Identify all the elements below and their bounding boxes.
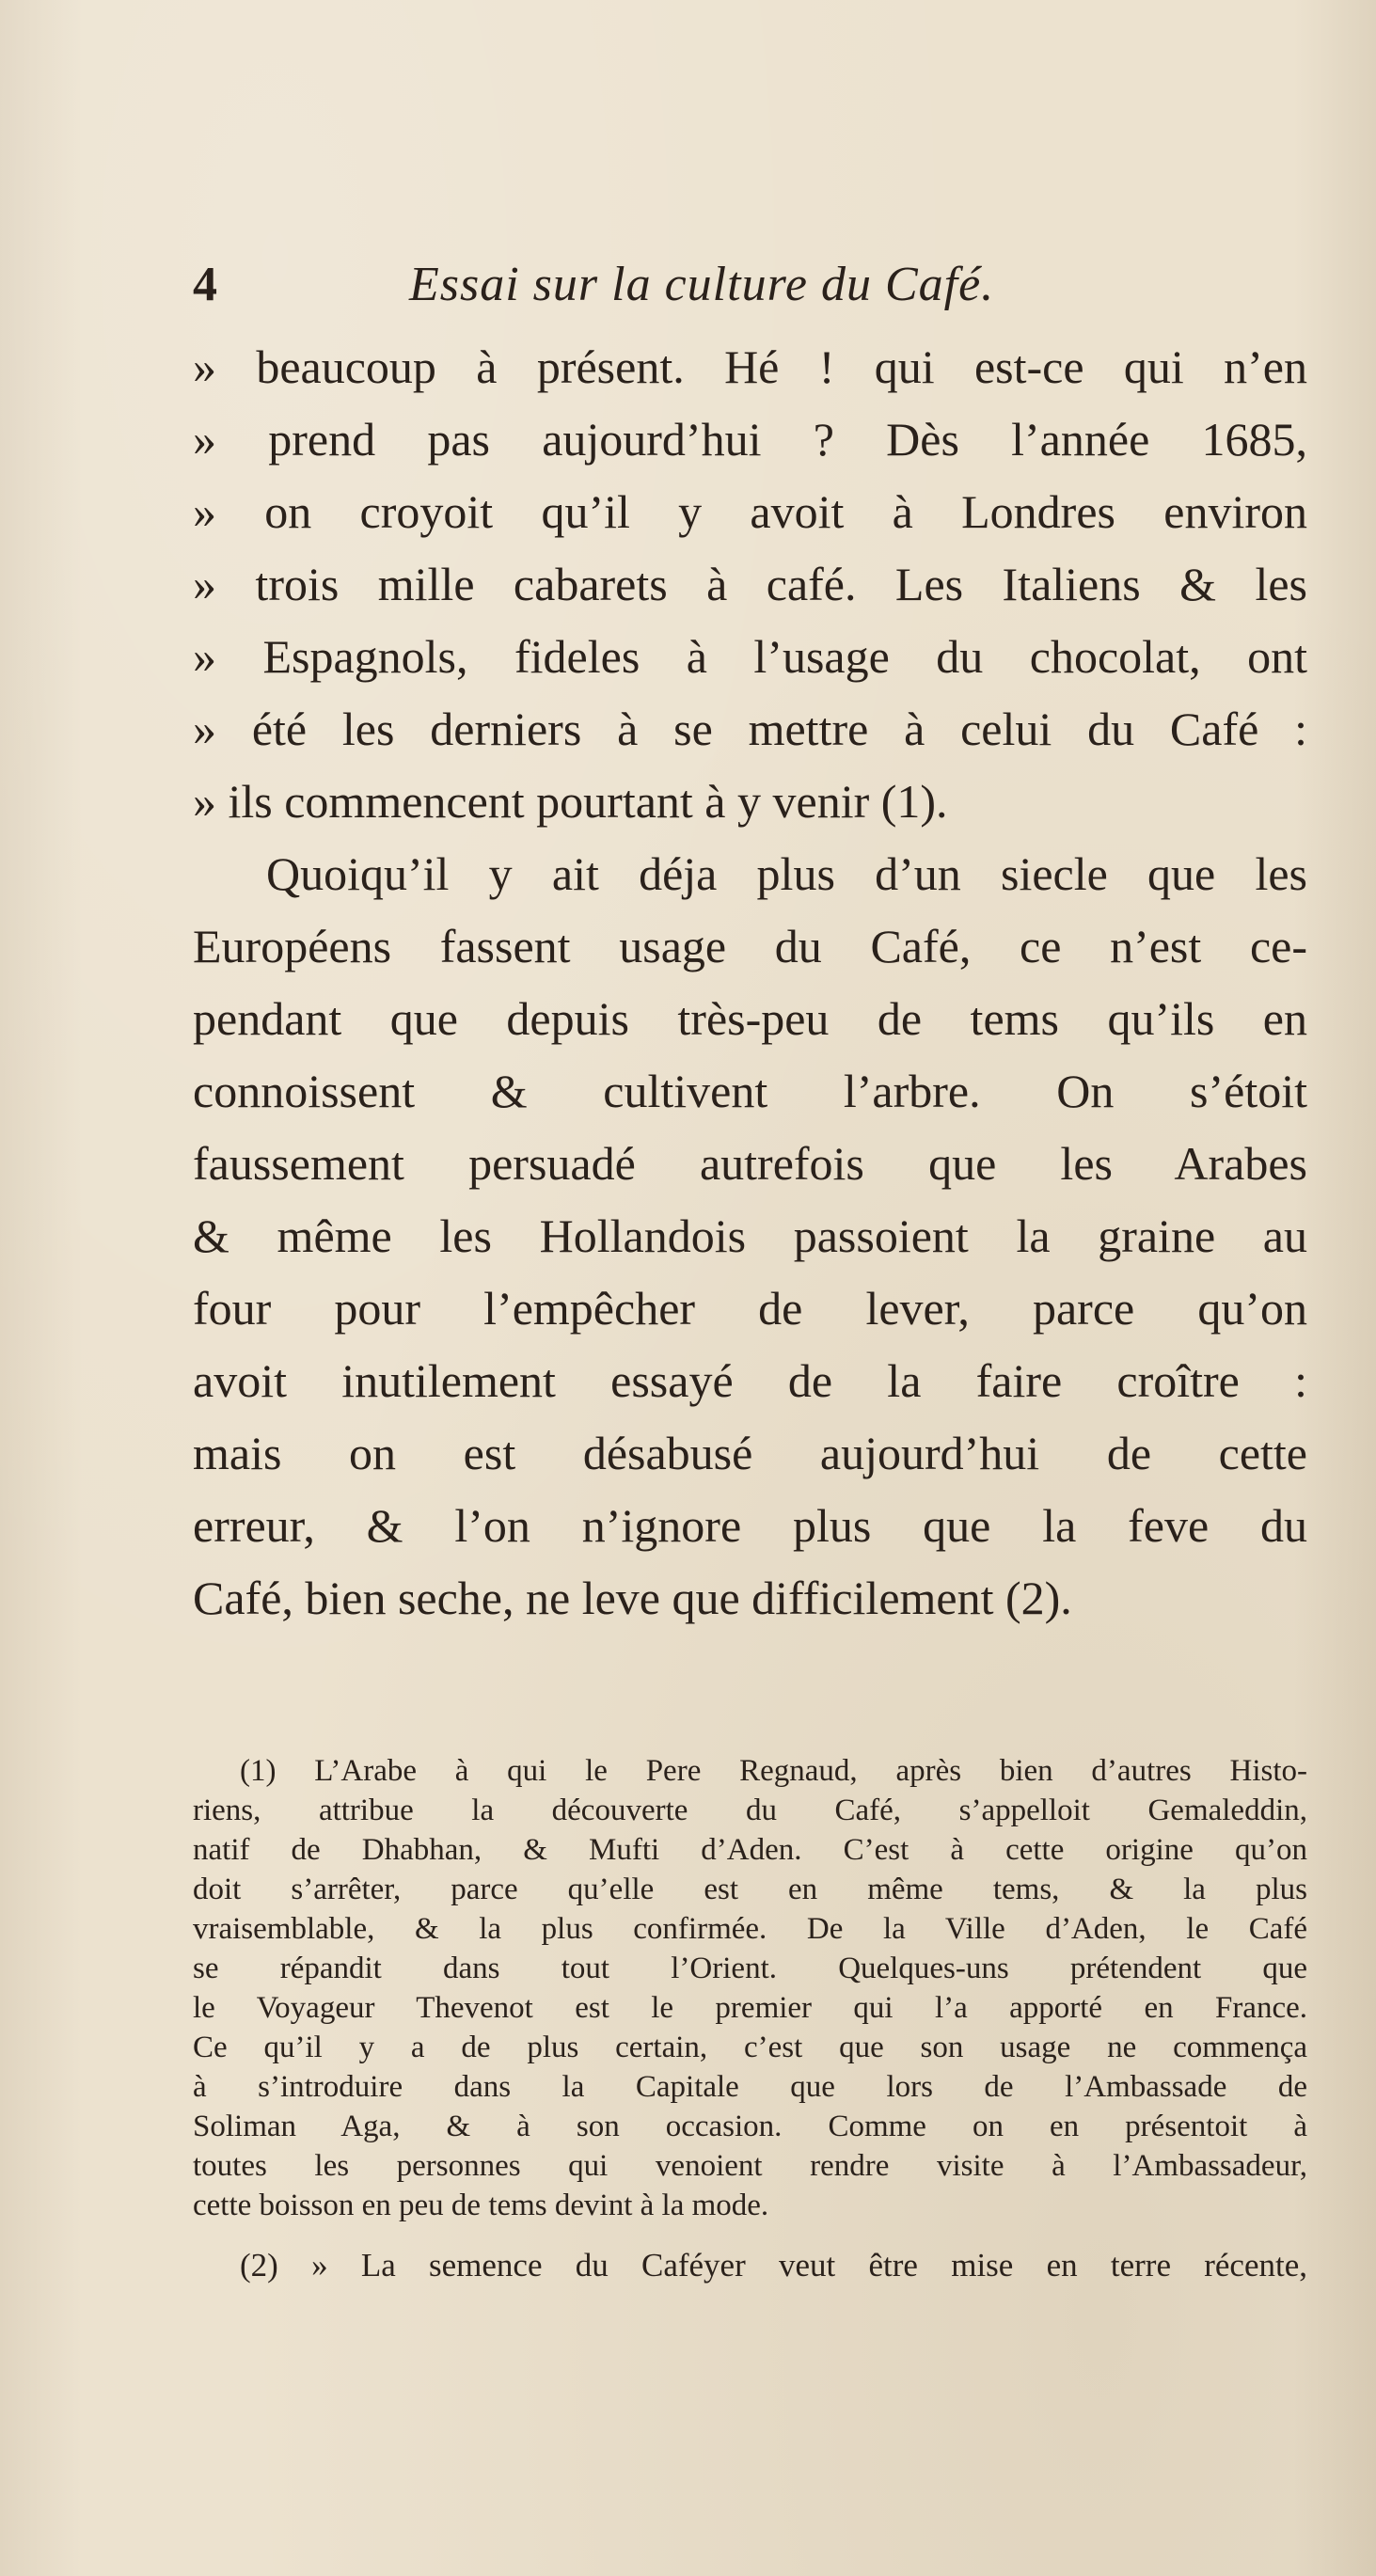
text-line: mais on est désabusé aujourd’hui de cette — [193, 1427, 1307, 1479]
text-line: Européens fassent usage du Café, ce n’est ce- — [193, 920, 1307, 972]
footnote-line: Ce qu’il y a de plus certain, c’est que son usage ne commença — [193, 2031, 1307, 2064]
footnote-line: à s’introduire dans la Capitale que lors de l’Ambassade de — [193, 2070, 1307, 2104]
running-head — [193, 252, 1307, 318]
footnote-line: le Voyageur Thevenot est le premier qui l’a apporté en France. — [193, 1991, 1307, 2025]
text-line: » trois mille cabarets à café. Les Italiens & les — [193, 558, 1307, 610]
text-line: » ils commencent pourtant à y venir (1). — [193, 775, 948, 828]
text-line: » Espagnols, fideles à l’usage du chocolat, ont — [193, 630, 1307, 683]
footnote-2-line: (2) » La semence du Caféyer veut être mise en terre récente, — [240, 2247, 1307, 2284]
footnote-line: Soliman Aga, & à son occasion. Comme on en présentoit à — [193, 2110, 1307, 2143]
text-line: » beaucoup à présent. Hé ! qui est-ce qui n’en — [193, 340, 1307, 393]
footnote-gap — [193, 2225, 1307, 2246]
footnote-line: toutes les personnes qui venoient rendre visite à l’Ambassadeur, — [193, 2149, 1307, 2183]
footnotes — [193, 1751, 1307, 2285]
text-line: » été les derniers à se mettre à celui du Café : — [193, 703, 1307, 755]
page-number: 4 — [193, 258, 217, 311]
text-line: faussement persuadé autrefois que les Arabes — [193, 1137, 1307, 1190]
text-line: » prend pas aujourd’hui ? Dès l’année 1685, — [193, 413, 1307, 466]
footnote-line: cette boisson en peu de tems devint à la mode. — [193, 2189, 769, 2222]
main-text — [193, 331, 1307, 1635]
paragraph-first-line: Quoiqu’il y ait déja plus d’un siecle que les — [266, 847, 1307, 900]
running-title: Essai sur la culture du Café. — [409, 258, 995, 311]
text-line: four pour l’empêcher de lever, parce qu’on — [193, 1282, 1307, 1335]
text-line: » on croyoit qu’il y avoit à Londres environ — [193, 485, 1307, 538]
text-line: & même les Hollandois passoient la graine au — [193, 1209, 1307, 1262]
footnote-line: natif de Dhabhan, & Mufti d’Aden. C’est à cette origine qu’on — [193, 1833, 1307, 1867]
text-line: pendant que depuis très-peu de tems qu’ils en — [193, 992, 1307, 1045]
text-line: avoit inutilement essayé de la faire croître : — [193, 1354, 1307, 1407]
footnote-line: (1) L’Arabe à qui le Pere Regnaud, après bien d’autres Histo- — [240, 1754, 1307, 1788]
footnote-line: doit s’arrêter, parce qu’elle est en même tems, & la plus — [193, 1873, 1307, 1906]
footnote-line: vraisemblable, & la plus confirmée. De la Ville d’Aden, le Café — [193, 1912, 1307, 1946]
text-line: connoissent & cultivent l’arbre. On s’étoit — [193, 1065, 1307, 1117]
footnote-line: riens, attribue la découverte du Café, s’appelloit Gemaleddin, — [193, 1794, 1307, 1827]
text-line: erreur, & l’on n’ignore plus que la feve du — [193, 1499, 1307, 1552]
footnote-line: se répandit dans tout l’Orient. Quelques-uns prétendent que — [193, 1952, 1307, 1985]
text-line: Café, bien seche, ne leve que difficilement (2). — [193, 1572, 1072, 1624]
